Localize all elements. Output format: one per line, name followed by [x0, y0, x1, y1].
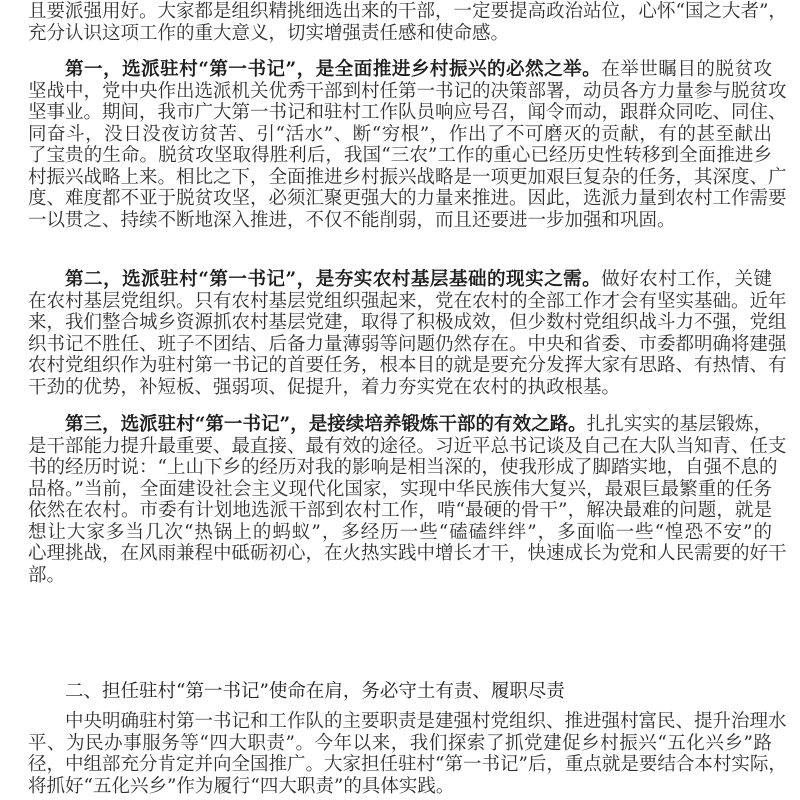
- paragraph-lead-sentence: 第二，选派驻村“第一书记”，是夯实农村基层基础的现实之需。: [65, 269, 602, 290]
- text-line: [28, 124, 772, 146]
- text-line: [28, 522, 772, 544]
- line-text: 做好农村工作，关键: [601, 269, 772, 290]
- line-text: 充分认识这项工作的重大意义，切实增强责任感和使命感。: [28, 22, 510, 44]
- text-line: [28, 543, 787, 565]
- line-text: 了宝贵的生命。脱贫攻坚取得胜利后，我国“三农”工作的重心已经历史性转移到全面推进乡: [28, 145, 772, 166]
- text-line: [28, 188, 787, 210]
- paragraph: [28, 711, 787, 797]
- text-line: [28, 414, 772, 436]
- line-text: 中央明确驻村第一书记和工作队的主要职责是建强村党组织、推进强村富民、提升治理水: [65, 711, 787, 732]
- text-line: [28, 23, 772, 45]
- text-line: [28, 711, 787, 733]
- line-text: 想让大家多当几次“热锅上的蚂蚁”，多经历一些“磕磕绊绊”，多面临一些“惶恐不安”的: [28, 521, 772, 543]
- paragraph: [28, 269, 787, 398]
- text-line: [28, 1, 787, 23]
- text-line: [28, 355, 787, 377]
- line-text: 是干部能力提升最重要、最直接、最有效的途径。习近平总书记谈及自己在大队当知青、任支: [28, 435, 787, 457]
- text-line: [28, 565, 772, 587]
- line-text: 品格。”当前，全面建设社会主义现代化国家，实现中华民族伟大复兴，最艰巨最繁重的任务: [28, 478, 772, 500]
- text-line: [28, 457, 778, 479]
- text-line: [28, 377, 772, 399]
- line-text: 且要派强用好。大家都是组织精挑细选出来的干部，一定要提高政治站位，心怀“国之大者”，: [28, 1, 787, 22]
- section-heading: 二、担任驻村“第一书记”使命在肩，务必守土有责、履职尽责: [65, 681, 565, 702]
- line-text: 径，中组部充分肯定并向全国推广。大家担任驻村“第一书记”后，重点就是要结合本村实际，: [28, 754, 787, 775]
- text-line: [28, 145, 772, 167]
- line-text: 农村党组织作为驻村第一书记的首要任务，根本目的就是要充分发挥大家有思路、有热情、有: [28, 355, 787, 376]
- paragraph-lead-sentence: 第三，选派驻村“第一书记”，是接续培养锻炼干部的有效之路。: [65, 414, 587, 435]
- paragraph: [28, 1, 787, 44]
- text-line: [28, 754, 787, 776]
- text-line: [28, 500, 772, 522]
- line-text: 心理挑战，在风雨兼程中砥砺初心，在火热实践中增长才干，快速成长为党和人民需要的好干: [28, 543, 787, 564]
- text-line: [28, 269, 772, 291]
- text-line: [28, 80, 787, 103]
- line-text: 书的经历时说：“上山下乡的经历对我的影响是相当深的，使我形成了脚踏实地，自强不息的: [28, 457, 778, 478]
- text-line: [28, 312, 787, 334]
- line-text: 一以贯之、持续不断地深入推进，不仅不能削弱，而且还要进一步加强和巩固。: [28, 209, 676, 231]
- text-line: [28, 102, 787, 124]
- text-line: [28, 210, 772, 232]
- line-text: 村振兴战略上来。相比之下，全面推进乡村振兴战略是一项更加艰巨复杂的任务，其深度、广: [28, 166, 787, 188]
- text-line: [28, 479, 772, 501]
- line-text: 同奋斗，没日没夜访贫苦、引“活水”、断“穷根”，作出了不可磨灭的贡献，有的甚至献出: [28, 123, 772, 145]
- line-text: 扎扎实实的基层锻炼，: [586, 414, 772, 435]
- line-text: 依然在农村。市委有计划地选派干部到农村工作，啃“最硬的骨干”，解决最难的问题，就是: [28, 500, 772, 521]
- line-text: 来，我们整合城乡资源抓农村基层党建，取得了积极成效，但少数村党组织战斗力不强，党组: [28, 312, 787, 333]
- line-text: 将抓好“五化兴乡”作为履行“四大职责”的具体实践。: [28, 775, 455, 797]
- line-text: 干劲的优势，补短板、强弱项、促提升，着力夯实党在农村的执政根基。: [28, 376, 621, 398]
- text-line: [28, 166, 787, 189]
- paragraph: [28, 414, 787, 586]
- text-line: [28, 333, 787, 356]
- line-text: 在农村基层党组织。只有农村基层党组织强起来，党在农村的全部工作才会有坚实基础。近年: [28, 290, 787, 312]
- line-text: 在举世瞩目的脱贫攻: [601, 59, 772, 80]
- paragraph: [28, 59, 787, 231]
- text-line: [28, 290, 787, 313]
- line-text: 度、难度都不亚于脱贫攻坚，必须汇聚更强大的力量来推进。因此，选派力量到农村工作需要: [28, 188, 787, 209]
- line-text: 平、为民办事服务等“四大职责”。今年以来，我们探索了抓党建促乡村振兴“五化兴乡”路: [28, 732, 772, 754]
- line-text: 部。: [28, 564, 66, 586]
- text-line: [28, 435, 787, 458]
- text-line: [28, 776, 772, 798]
- line-text: 坚战中，党中央作出选派机关优秀干部到村任第一书记的决策部署，动员各方力量参与脱贫攻: [28, 80, 787, 102]
- text-line: [28, 59, 772, 81]
- text-line: [28, 733, 772, 755]
- line-text: 织书记不胜任、班子不团结、后备力量薄弱等问题仍然存在。中央和省委、市委都明确将建强: [28, 333, 787, 355]
- line-text: 坚事业。期间，我市广大第一书记和驻村工作队员响应号召，闻令而动，跟群众同吃、同住、: [28, 102, 787, 123]
- paragraph-lead-sentence: 第一，选派驻村“第一书记”，是全面推进乡村振兴的必然之举。: [65, 59, 602, 80]
